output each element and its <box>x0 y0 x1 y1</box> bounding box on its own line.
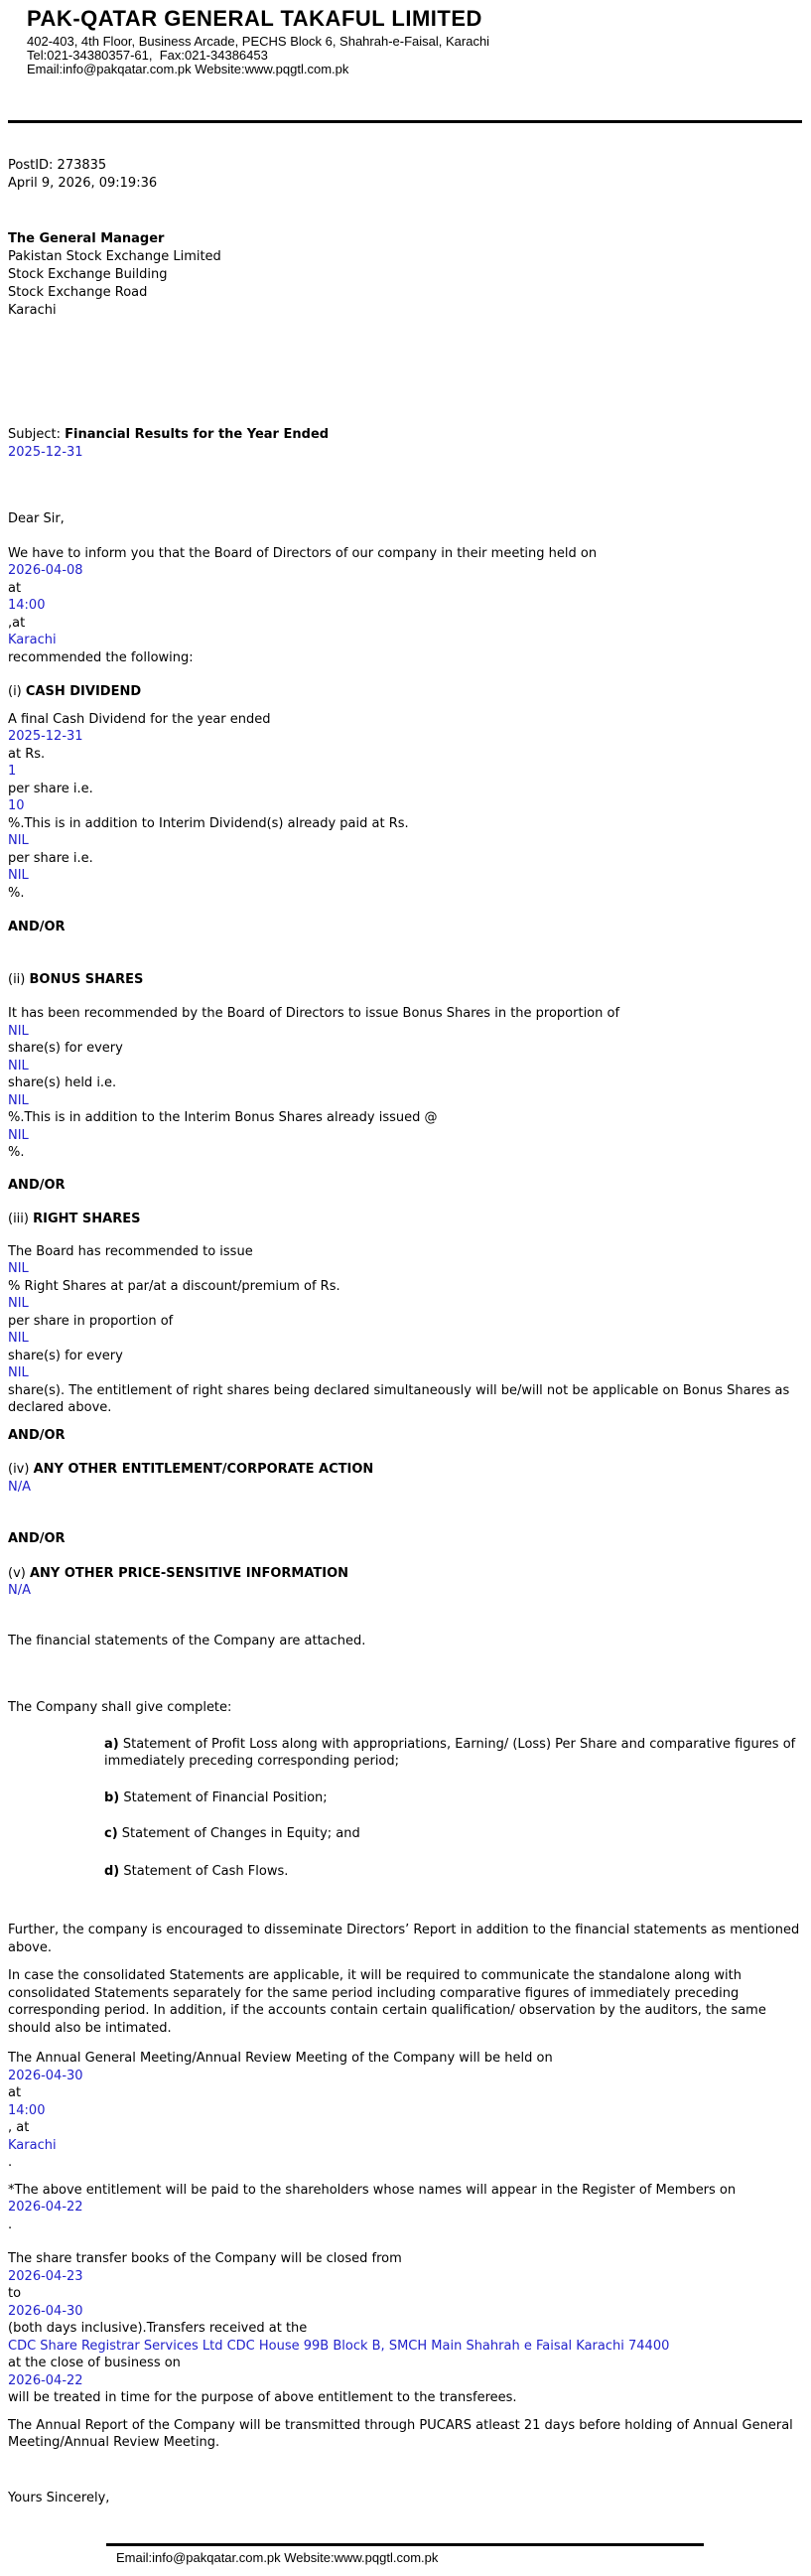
list-item-b <box>104 1789 802 1807</box>
text-line <box>8 1348 802 1365</box>
text: The Company shall give complete: <box>8 1700 232 1715</box>
bold-text: BONUS SHARES <box>29 971 144 987</box>
right-percent <box>8 1260 802 1278</box>
text: The share transfer books of the Company will be closed from <box>8 2251 402 2266</box>
other-entitlement-value <box>8 1479 802 1497</box>
field-value: NIL <box>8 1127 29 1143</box>
footer-divider <box>106 2543 704 2546</box>
text: The Board has recommended to issue <box>8 1243 253 1259</box>
text: (iv) <box>8 1462 34 1477</box>
text: %.This is in addition to Interim Dividend(s) already paid at Rs. <box>8 815 409 831</box>
field-value: NIL <box>8 1023 29 1039</box>
text-line <box>8 2417 802 2452</box>
bold-text: c) <box>104 1826 118 1841</box>
text: The Annual Report of the Company will be transmitted through PUCARS atleast 21 days before holding of Annual General Meeting/Annual Review Meeting. <box>8 2417 793 2450</box>
company-address: 402-403, 4th Floor, Business Arcade, PECHS Block 6, Shahrah-e-Faisal, Karachi <box>27 34 490 49</box>
text-line <box>8 2119 802 2137</box>
text-line <box>8 1922 802 1956</box>
agm-date <box>8 2068 802 2085</box>
recipient-line: Karachi <box>8 303 57 318</box>
business-close-date <box>8 2372 802 2390</box>
post-datetime: April 9, 2026, 09:19:36 <box>8 176 158 191</box>
header-divider <box>8 120 802 123</box>
text: %. <box>8 1145 25 1160</box>
text: The financial statements of the Company are attached. <box>8 1633 366 1648</box>
field-value: 2026-04-22 <box>8 2372 83 2388</box>
field-value: NIL <box>8 1296 29 1311</box>
field-value: NIL <box>8 1092 29 1108</box>
text: share(s) for every <box>8 1348 123 1363</box>
field-value: NIL <box>8 1058 29 1073</box>
text: share(s) held i.e. <box>8 1075 117 1090</box>
text: We have to inform you that the Board of Directors of our company in their meeting held on <box>8 545 598 561</box>
text-line <box>8 1633 802 1650</box>
bonus-percent <box>8 1092 802 1110</box>
page-footer <box>8 2543 802 2566</box>
books-closed-from <box>8 2268 802 2286</box>
text: (iii) <box>8 1212 34 1226</box>
list-item-a <box>104 1736 802 1771</box>
text-line <box>8 2154 802 2172</box>
text-line <box>8 1313 802 1331</box>
bold-text: AND/OR <box>8 1177 66 1193</box>
text-line <box>8 1967 802 2037</box>
field-value: Karachi <box>8 2137 57 2153</box>
field-value: NIL <box>8 833 29 848</box>
text-line <box>8 1005 802 1023</box>
text-line <box>8 815 802 833</box>
text: (v) <box>8 1565 30 1581</box>
heading-right-shares <box>8 1211 802 1228</box>
text: %. <box>8 885 25 901</box>
text-line <box>8 1243 802 1261</box>
agm-time <box>8 2102 802 2120</box>
text: Further, the company is encouraged to disseminate Directors’ Report in addition to the financial statements as mentioned above. <box>8 1923 800 1955</box>
agm-city <box>8 2137 802 2155</box>
text: share(s) for every <box>8 1041 123 1056</box>
text: % Right Shares at par/at a discount/premium of Rs. <box>8 1278 340 1294</box>
text: In case the consolidated Statements are applicable, it will be required to communicate the standalone along with consolidated Statements separately for the same period including comparative figures of immediately preceding corresponding period. In addition, if the accounts contain certain qualification/ observation by the auditors, the same should also be intimated. <box>8 1968 766 2036</box>
bold-text: RIGHT SHARES <box>33 1212 141 1226</box>
right-per <box>8 1364 802 1382</box>
text-line <box>8 2389 802 2407</box>
post-id: PostID: 273835 <box>8 158 107 173</box>
recipient-name: The General Manager <box>8 231 165 246</box>
text: Statement of Profit Loss along with appropriations, Earning/ (Loss) Per Share and comparative figures of immediately preceding corresponding period; <box>104 1736 796 1769</box>
bold-text: a) <box>104 1736 119 1752</box>
bold-text: AND/OR <box>8 1427 66 1443</box>
bold-text: Financial Results for the Year Ended <box>65 427 330 442</box>
field-value: 14:00 <box>8 2102 46 2118</box>
text: will be treated in time for the purpose of above entitlement to the transferees. <box>8 2390 517 2405</box>
text-line <box>8 2084 802 2102</box>
text-line <box>8 1144 802 1162</box>
text: per share in proportion of <box>8 1313 174 1329</box>
interim-dividend-percent <box>8 867 802 885</box>
subject-value <box>8 444 802 462</box>
text-line <box>8 850 802 868</box>
recipient-line: Stock Exchange Building <box>8 267 168 282</box>
bonus-proportion <box>8 1023 802 1041</box>
post-meta <box>8 157 802 193</box>
and-or <box>8 1530 802 1548</box>
register-date <box>8 2199 802 2217</box>
company-phone-fax: Tel:021-34380357-61, Fax:021-34386453 <box>27 48 268 63</box>
text-line <box>8 580 802 598</box>
meeting-date <box>8 562 802 580</box>
text-line <box>8 711 802 729</box>
bold-text: b) <box>104 1789 120 1805</box>
entitlement-note <box>8 2182 802 2200</box>
books-closed-to <box>8 2303 802 2321</box>
company-email-website: Email:info@pakqatar.com.pk Website:www.pqgtl.com.pk <box>27 62 349 76</box>
text-line <box>8 649 802 667</box>
text: to <box>8 2286 22 2301</box>
price-sensitive-value <box>8 1582 802 1600</box>
bold-text: d) <box>104 1863 120 1879</box>
field-value: Karachi <box>8 633 57 647</box>
text-line <box>8 746 802 764</box>
text-line <box>8 1109 802 1127</box>
text: per share i.e. <box>8 850 93 866</box>
list-item-c <box>104 1825 802 1843</box>
heading-price-sensitive <box>8 1565 802 1583</box>
company-name: PAK-QATAR GENERAL TAKAFUL LIMITED <box>27 6 482 31</box>
bold-text: AND/OR <box>8 1531 66 1546</box>
company-address-block <box>27 35 802 76</box>
right-proportion <box>8 1330 802 1348</box>
text-line <box>8 1074 802 1092</box>
text: Statement of Financial Position; <box>119 1789 328 1805</box>
subject-line <box>8 426 802 444</box>
bold-text: CASH DIVIDEND <box>25 684 142 699</box>
field-value: 2026-04-08 <box>8 563 83 578</box>
heading-cash-dividend <box>8 683 802 701</box>
recipient-line: Pakistan Stock Exchange Limited <box>8 249 221 264</box>
text: A final Cash Dividend for the year ended <box>8 711 271 727</box>
text: The Annual General Meeting/Annual Review Meeting of the Company will be held on <box>8 2051 553 2066</box>
text-line <box>8 2320 802 2338</box>
text: at <box>8 580 22 596</box>
field-value: 2026-04-30 <box>8 2303 83 2319</box>
text-line <box>8 1699 802 1717</box>
text: Dear Sir, <box>8 511 65 526</box>
field-value: 14:00 <box>8 598 46 613</box>
field-value: 2026-04-22 <box>8 2200 83 2215</box>
field-value: N/A <box>8 1583 31 1598</box>
field-value: NIL <box>8 1331 29 1346</box>
document-body <box>8 426 802 2506</box>
field-value: 2026-04-23 <box>8 2268 83 2284</box>
text: Subject: <box>8 427 66 442</box>
text: recommended the following: <box>8 649 194 665</box>
closing <box>8 2490 802 2507</box>
text-line <box>8 781 802 798</box>
list-item-d <box>104 1863 802 1881</box>
text: at <box>8 2085 22 2100</box>
dividend-rupees <box>8 763 802 781</box>
bold-text: AND/OR <box>8 920 66 934</box>
field-value: CDC Share Registrar Services Ltd CDC House 99B Block B, SMCH Main Shahrah e Faisal Karachi 74400 <box>8 2338 670 2354</box>
text-line <box>8 2355 802 2372</box>
text: (both days inclusive).Transfers received at the <box>8 2321 308 2336</box>
bold-text: ANY OTHER PRICE-SENSITIVE INFORMATION <box>29 1565 349 1581</box>
text-line <box>8 2250 802 2268</box>
text: (i) <box>8 684 26 699</box>
field-value: NIL <box>8 868 29 883</box>
and-or <box>8 1427 802 1445</box>
heading-other-entitlement <box>8 1461 802 1479</box>
text-line <box>8 885 802 903</box>
right-premium <box>8 1295 802 1313</box>
year-end-value <box>8 728 802 746</box>
recipient-block <box>8 230 802 320</box>
field-value: 10 <box>8 798 25 813</box>
text: Statement of Changes in Equity; and <box>117 1826 360 1841</box>
footer-contact: Email:info@pakqatar.com.pk Website:www.pqgtl.com.pk <box>116 2550 439 2565</box>
text-line <box>8 1382 802 1417</box>
text: %.This is in addition to the Interim Bonus Shares already issued @ <box>8 1110 438 1125</box>
field-value: NIL <box>8 1261 29 1276</box>
text: Yours Sincerely, <box>8 2490 110 2505</box>
registrar-address <box>8 2338 802 2356</box>
text: share(s). The entitlement of right shares being declared simultaneously will be/will not be applicable on Bonus Shares as declared above. <box>8 1382 790 1415</box>
dividend-percent <box>8 797 802 815</box>
field-value: 2025-12-31 <box>8 729 83 744</box>
field-value: 2026-04-30 <box>8 2068 83 2083</box>
field-value: 1 <box>8 764 17 779</box>
text: It has been recommended by the Board of Directors to issue Bonus Shares in the proportion of <box>8 1006 620 1021</box>
text: ,at <box>8 615 26 631</box>
text-line <box>8 615 802 633</box>
text-line <box>8 2217 802 2234</box>
meeting-intro <box>8 545 802 563</box>
text: at Rs. <box>8 746 46 762</box>
bonus-per <box>8 1058 802 1075</box>
text: . <box>8 2217 13 2232</box>
meeting-city <box>8 632 802 649</box>
text: . <box>8 2155 13 2170</box>
and-or <box>8 919 802 936</box>
and-or <box>8 1177 802 1195</box>
text: per share i.e. <box>8 781 93 796</box>
interim-dividend-rupees <box>8 832 802 850</box>
text: , at <box>8 2120 30 2135</box>
text: Statement of Cash Flows. <box>119 1863 289 1879</box>
text: *The above entitlement will be paid to the shareholders whose names will appear in the Register of Members on <box>8 2182 737 2198</box>
text: (ii) <box>8 971 30 987</box>
field-value: NIL <box>8 1365 29 1380</box>
letterhead <box>27 6 802 76</box>
text: at the close of business on <box>8 2356 181 2370</box>
salutation <box>8 510 802 528</box>
text-line <box>8 1040 802 1058</box>
meeting-time <box>8 597 802 615</box>
text-line <box>8 1278 802 1296</box>
field-value: N/A <box>8 1479 31 1495</box>
text-line <box>8 2285 802 2303</box>
recipient-line: Stock Exchange Road <box>8 285 148 300</box>
bold-text: ANY OTHER ENTITLEMENT/CORPORATE ACTION <box>33 1462 374 1477</box>
agm-intro <box>8 2050 802 2068</box>
field-value: 2025-12-31 <box>8 444 83 460</box>
interim-bonus-percent <box>8 1127 802 1145</box>
heading-bonus-shares <box>8 971 802 989</box>
